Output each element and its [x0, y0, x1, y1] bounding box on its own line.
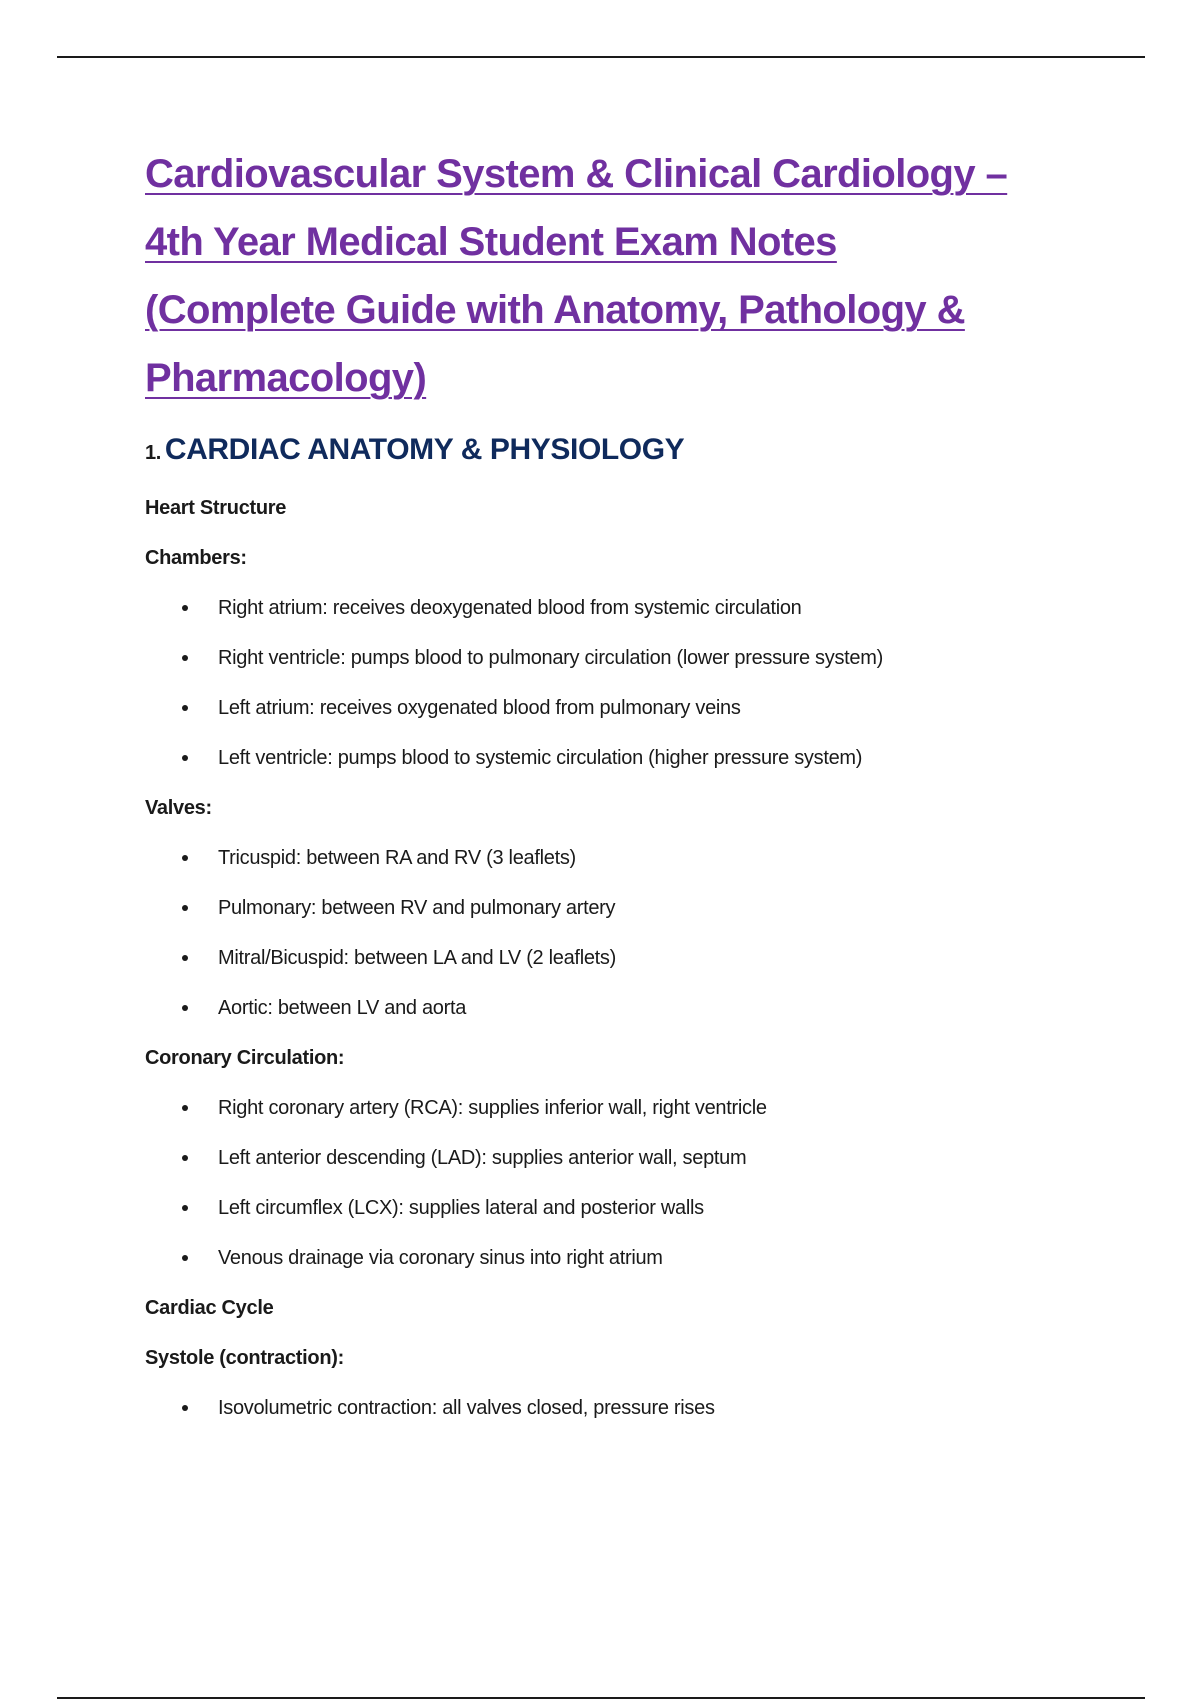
chambers-list	[145, 583, 1075, 783]
header-rule	[57, 56, 1145, 58]
bullet-icon	[182, 655, 188, 661]
list-item-text: Mitral/Bicuspid: between LA and LV (2 leaflets)	[218, 947, 616, 969]
subheading-cardiac-cycle: Cardiac Cycle	[145, 1297, 274, 1319]
list-item-text: Right atrium: receives deoxygenated blood from systemic circulation	[218, 597, 802, 619]
list-item-text: Right coronary artery (RCA): supplies inferior wall, right ventricle	[218, 1097, 767, 1119]
list-item-text: Right ventricle: pumps blood to pulmonary circulation (lower pressure system)	[218, 647, 883, 669]
list-item-text: Left circumflex (LCX): supplies lateral and posterior walls	[218, 1197, 704, 1219]
bullet-icon	[182, 1005, 188, 1011]
list-item	[145, 1383, 1075, 1433]
bullet-icon	[182, 755, 188, 761]
subheading-chambers: Chambers:	[145, 547, 247, 569]
bullet-icon	[182, 1205, 188, 1211]
list-item	[145, 583, 1075, 633]
list-item	[145, 883, 1075, 933]
subheading-systole: Systole (contraction):	[145, 1347, 344, 1369]
list-item	[145, 833, 1075, 883]
bullet-icon	[182, 705, 188, 711]
list-item	[145, 633, 1075, 683]
list-item-text: Isovolumetric contraction: all valves closed, pressure rises	[218, 1397, 715, 1419]
bullet-icon	[182, 955, 188, 961]
list-item	[145, 1083, 1075, 1133]
bullet-icon	[182, 1255, 188, 1261]
bullet-icon	[182, 1105, 188, 1111]
footer-rule	[57, 1697, 1145, 1699]
list-item	[145, 1133, 1075, 1183]
list-item	[145, 683, 1075, 733]
bullet-icon	[182, 1155, 188, 1161]
valves-list	[145, 833, 1075, 1033]
section-heading-cardiac-anatomy	[145, 430, 1075, 473]
list-item	[145, 733, 1075, 783]
title-line-4: Pharmacology)	[145, 356, 427, 400]
bullet-icon	[182, 905, 188, 911]
list-item-text: Left ventricle: pumps blood to systemic circulation (higher pressure system)	[218, 747, 863, 769]
document-title	[145, 140, 1075, 412]
section-number: 1.	[145, 442, 161, 464]
list-item	[145, 1183, 1075, 1233]
list-item-text: Left anterior descending (LAD): supplies anterior wall, septum	[218, 1147, 747, 1169]
section-heading-text: CARDIAC ANATOMY & PHYSIOLOGY	[164, 433, 685, 466]
list-item-text: Pulmonary: between RV and pulmonary artery	[218, 897, 616, 919]
list-item	[145, 933, 1075, 983]
list-item-text: Venous drainage via coronary sinus into right atrium	[218, 1247, 663, 1269]
bullet-icon	[182, 1405, 188, 1411]
subheading-heart-structure: Heart Structure	[145, 497, 287, 519]
title-line-1: Cardiovascular System & Clinical Cardiology –	[145, 152, 1008, 196]
list-item-text: Left atrium: receives oxygenated blood from pulmonary veins	[218, 697, 741, 719]
list-item-text: Aortic: between LV and aorta	[218, 997, 467, 1019]
title-line-2: 4th Year Medical Student Exam Notes	[145, 220, 837, 264]
subheading-valves: Valves:	[145, 797, 212, 819]
subheading-coronary-circulation: Coronary Circulation:	[145, 1047, 345, 1069]
bullet-icon	[182, 855, 188, 861]
bullet-icon	[182, 605, 188, 611]
title-line-3: (Complete Guide with Anatomy, Pathology &	[145, 288, 965, 332]
coronary-list	[145, 1083, 1075, 1283]
systole-list	[145, 1383, 1075, 1433]
list-item-text: Tricuspid: between RA and RV (3 leaflets)	[218, 847, 576, 869]
document-page	[145, 140, 1075, 1433]
list-item	[145, 983, 1075, 1033]
list-item	[145, 1233, 1075, 1283]
